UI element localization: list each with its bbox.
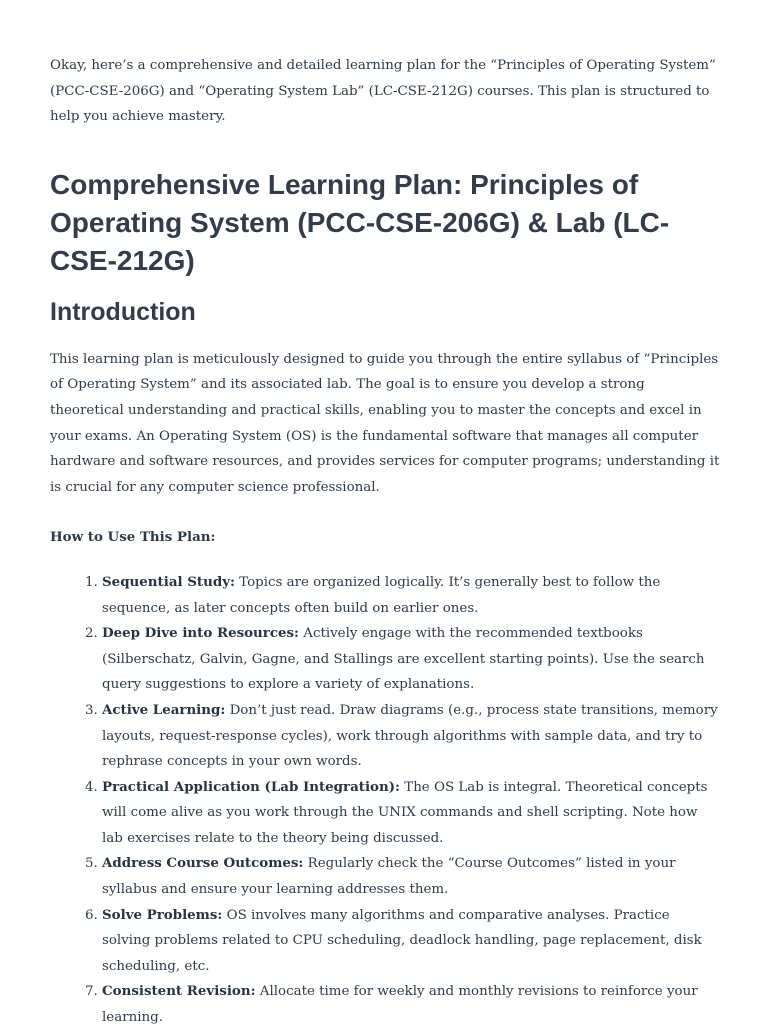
list-item-title: Solve Problems: — [102, 906, 223, 923]
how-to-heading: How to Use This Plan: — [50, 529, 216, 546]
list-item-title: Address Course Outcomes: — [102, 855, 304, 872]
list-item — [102, 979, 722, 1030]
list-item-title: Practical Application (Lab Integration): — [102, 778, 400, 795]
list-item-text: Regularly check the “Course Outcomes” listed in your syllabus and ensure your learning addresses them. — [102, 856, 676, 898]
steps-list — [50, 570, 722, 1031]
list-item — [102, 903, 722, 980]
list-item — [102, 851, 722, 902]
section-title-introduction: Introduction — [50, 297, 196, 326]
list-item-text: The OS Lab is integral. Theoretical concepts will come alive as you work through the UNIX commands and shell scripting. Note how lab exercises relate to the theory being discussed. — [102, 779, 708, 846]
list-item — [102, 570, 722, 621]
document-page — [50, 53, 722, 1031]
list-item — [102, 621, 722, 698]
list-item-text: Actively engage with the recommended textbooks (Silberschatz, Galvin, Gagne, and Stallings are excellent starting points). Use the search query suggestions to explore a variety of explanations. — [102, 626, 705, 693]
list-item — [102, 775, 722, 852]
list-item-title: Sequential Study: — [102, 573, 235, 590]
list-item-text: Don’t just read. Draw diagrams (e.g., process state transitions, memory layouts, request-response cycles), work through algorithms with sample data, and try to rephrase concepts in your own words. — [102, 702, 718, 770]
intro-paragraph: Okay, here’s a comprehensive and detailed learning plan for the “Principles of Operating System” (PCC-CSE-206G) and “Operating System Lab” (LC-CSE-212G) courses. This plan is structured to help you achieve mastery. — [50, 58, 716, 125]
introduction-paragraph: This learning plan is meticulously designed to guide you through the entire syllabus of “Principles of Operating System” and its associated lab. The goal is to ensure you develop a strong theoretical understanding and practical skills, enabling you to master the concepts and excel in your exams. An Operating System (OS) is the fundamental software that manages all computer hardware and software resources, and provides services for computer programs; understanding it is crucial for any computer science professional. — [50, 351, 720, 495]
list-item-text: Allocate time for weekly and monthly revisions to reinforce your learning. — [102, 984, 698, 1026]
list-item-text: Topics are organized logically. It’s generally best to follow the sequence, as later concepts often build on earlier ones. — [102, 574, 661, 616]
list-item-text: OS involves many algorithms and comparative analyses. Practice solving problems related to CPU scheduling, deadlock handling, page replacement, disk scheduling, etc. — [102, 907, 702, 974]
list-item-title: Consistent Revision: — [102, 983, 256, 1000]
list-item-title: Active Learning: — [102, 701, 226, 718]
list-item — [102, 698, 722, 775]
list-item-title: Deep Dive into Resources: — [102, 625, 300, 642]
main-title: Comprehensive Learning Plan: Principles of Operating System (PCC-CSE-206G) & Lab (LC-CSE-212G) — [50, 168, 670, 276]
